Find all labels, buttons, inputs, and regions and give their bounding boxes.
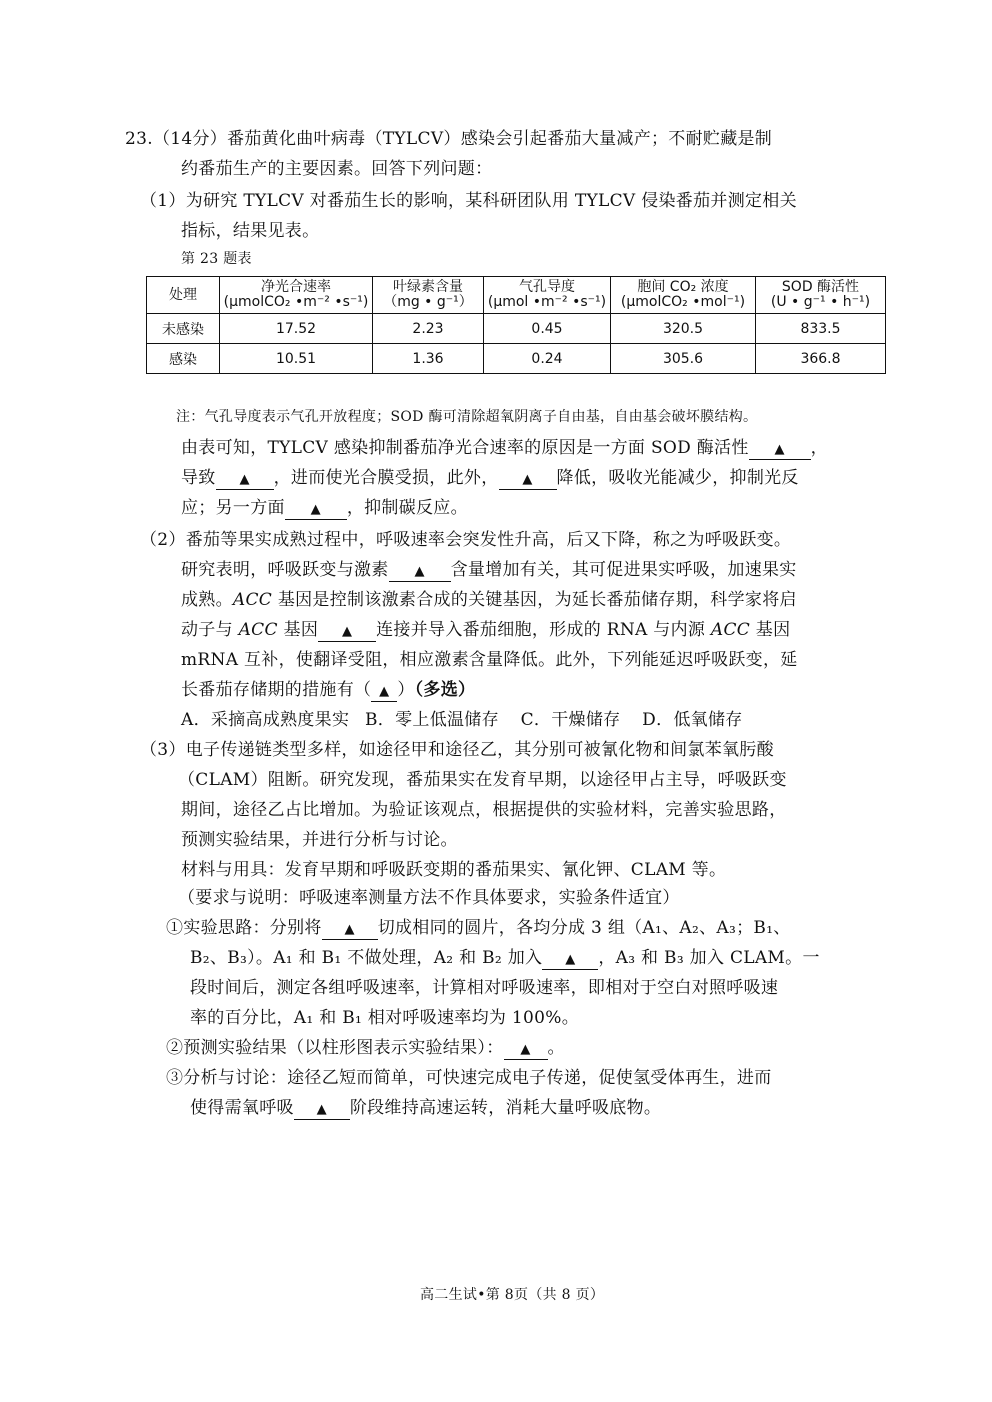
part2-line-5: mRNA 互补，使翻译受阻，相应激素含量降低。此外，下列能延迟呼吸跃变，延 xyxy=(181,650,798,670)
header-cell: 气孔导度 (μmol •m⁻² •s⁻¹) xyxy=(484,277,611,314)
answer-blank[interactable]: ▲ xyxy=(216,469,274,490)
table-cell: 833.5 xyxy=(756,314,886,344)
table-cell: 感染 xyxy=(147,344,220,374)
answer-blank[interactable]: ▲ xyxy=(749,439,811,460)
part2-line-4: 动子与 ACC 基因 ▲ 连接并导入番茄细胞，形成的 RNA 与内源 ACC 基因 xyxy=(181,620,791,640)
option-a: A．采摘高成熟度果实 xyxy=(181,710,350,730)
table-cell: 未感染 xyxy=(147,314,220,344)
answer-blank[interactable]: ▲ xyxy=(499,469,557,490)
part3-line-6: （要求与说明：呼吸速率测量方法不作具体要求，实验条件适宜） xyxy=(178,888,680,908)
step2-line: ②预测实验结果（以柱形图表示实验结果）： ▲ 。 xyxy=(166,1038,565,1058)
part3-line-1: （3）电子传递链类型多样，如途径甲和途径乙，其分别可被氰化物和间氯苯氧肟酸 xyxy=(140,740,774,760)
question-line-1: 23.（14分）番茄黄化曲叶病毒（TYLCV）感染会引起番茄大量减产；不耐贮藏是制 xyxy=(125,129,773,149)
option-c: C．干燥储存 xyxy=(520,710,621,730)
part1-line-1: （1）为研究 TYLCV 对番茄生长的影响，某科研团队用 TYLCV 侵染番茄并测定相关 xyxy=(140,191,797,211)
answer-blank[interactable]: ▲ xyxy=(318,621,376,642)
part2-line-1: （2）番茄等果实成熟过程中，呼吸速率会突发性升高，后又下降，称之为呼吸跃变。 xyxy=(140,530,792,550)
multi-select-note: （多选） xyxy=(414,680,476,700)
part3-line-4: 预测实验结果，并进行分析与讨论。 xyxy=(181,830,458,850)
header-cell: 胞间 CO₂ 浓度 (μmolCO₂ •mol⁻¹) xyxy=(611,277,756,314)
table-cell: 2.23 xyxy=(373,314,484,344)
question-number: 23. xyxy=(125,129,153,149)
answer-blank[interactable]: ▲ xyxy=(285,499,347,520)
part1-text-c: 应；另一方面 ▲ ，抑制碳反应。 xyxy=(181,498,468,518)
table-cell: 17.52 xyxy=(220,314,373,344)
answer-blank[interactable]: ▲ xyxy=(504,1039,548,1060)
table-caption: 第 23 题表 xyxy=(181,251,252,267)
part1-text-b: 导致 ▲ ，进而使光合膜受损，此外， ▲ 降低，吸收光能减少，抑制光反 xyxy=(181,468,799,488)
answer-blank[interactable]: ▲ xyxy=(322,919,378,940)
answer-blank[interactable]: ▲ xyxy=(294,1099,350,1120)
step1-line-4: 率的百分比，A₁ 和 B₁ 相对呼吸速率均为 100%。 xyxy=(190,1008,580,1028)
table-cell: 10.51 xyxy=(220,344,373,374)
table-row xyxy=(147,314,886,344)
answer-blank[interactable]: ▲ xyxy=(542,949,598,970)
answer-blank[interactable]: ▲ xyxy=(389,561,451,582)
step3-line-2: 使得需氧呼吸 ▲ 阶段维持高速运转，消耗大量呼吸底物。 xyxy=(190,1098,662,1118)
part2-options xyxy=(181,709,743,731)
part2-line-6: 长番茄存储期的措施有（ ▲ ）（多选） xyxy=(181,680,476,700)
question-line-2: 约番茄生产的主要因素。回答下列问题： xyxy=(181,159,493,179)
table-cell: 1.36 xyxy=(373,344,484,374)
step1-line-2: B₂、B₃）。A₁ 和 B₁ 不做处理，A₂ 和 B₂ 加入 ▲ ，A₃ 和 B₃ 加入 CLAM。一 xyxy=(190,948,820,968)
part1-line-2: 指标，结果见表。 xyxy=(181,221,320,241)
table-row xyxy=(147,344,886,374)
header-cell: 净光合速率 (μmolCO₂ •m⁻² •s⁻¹) xyxy=(220,277,373,314)
table-cell: 320.5 xyxy=(611,314,756,344)
table-note: 注：气孔导度表示气孔开放程度；SOD 酶可清除超氧阴离子自由基，自由基会破坏膜结构。 xyxy=(176,409,758,425)
table-cell: 0.24 xyxy=(484,344,611,374)
table-cell: 0.45 xyxy=(484,314,611,344)
option-d: D．低氧储存 xyxy=(642,710,743,730)
header-cell: SOD 酶活性 (U • g⁻¹ • h⁻¹) xyxy=(756,277,886,314)
step3-line-1: ③分析与讨论：途径乙短而简单，可快速完成电子传递，促使氢受体再生，进而 xyxy=(166,1068,772,1088)
page-footer: 高二生试•第 8页（共 8 页） xyxy=(420,1287,605,1303)
step1-line-1: ①实验思路：分别将 ▲ 切成相同的圆片，各均分成 3 组（A₁、A₂、A₃；B₁、 xyxy=(166,918,791,938)
table-cell: 366.8 xyxy=(756,344,886,374)
step1-line-3: 段时间后，测定各组呼吸速率，计算相对呼吸速率，即相对于空白对照呼吸速 xyxy=(190,978,779,998)
header-cell: 叶绿素含量 （mg • g⁻¹） xyxy=(373,277,484,314)
data-table xyxy=(146,276,886,374)
table-header-row xyxy=(147,277,886,314)
option-b: B．零上低温储存 xyxy=(365,710,499,730)
part2-line-3: 成熟。ACC 基因是控制该激素合成的关键基因，为延长番茄储存期，科学家将启 xyxy=(181,590,797,610)
part3-line-5: 材料与用具：发育早期和呼吸跃变期的番茄果实、氰化钾、CLAM 等。 xyxy=(181,860,727,880)
table-cell: 305.6 xyxy=(611,344,756,374)
part2-line-2: 研究表明，呼吸跃变与激素 ▲ 含量增加有关，其可促进果实呼吸，加速果实 xyxy=(181,560,797,580)
part1-text-a: 由表可知，TYLCV 感染抑制番茄净光合速率的原因是一方面 SOD 酶活性 ▲ ， xyxy=(181,438,828,458)
header-cell: 处理 xyxy=(147,277,220,314)
part3-line-3: 期间，途径乙占比增加。为验证该观点，根据提供的实验材料，完善实验思路， xyxy=(181,800,787,820)
answer-blank[interactable]: ▲ xyxy=(371,681,397,702)
part3-line-2: （CLAM）阻断。研究发现，番茄果实在发育早期，以途径甲占主导，呼吸跃变 xyxy=(178,770,787,790)
